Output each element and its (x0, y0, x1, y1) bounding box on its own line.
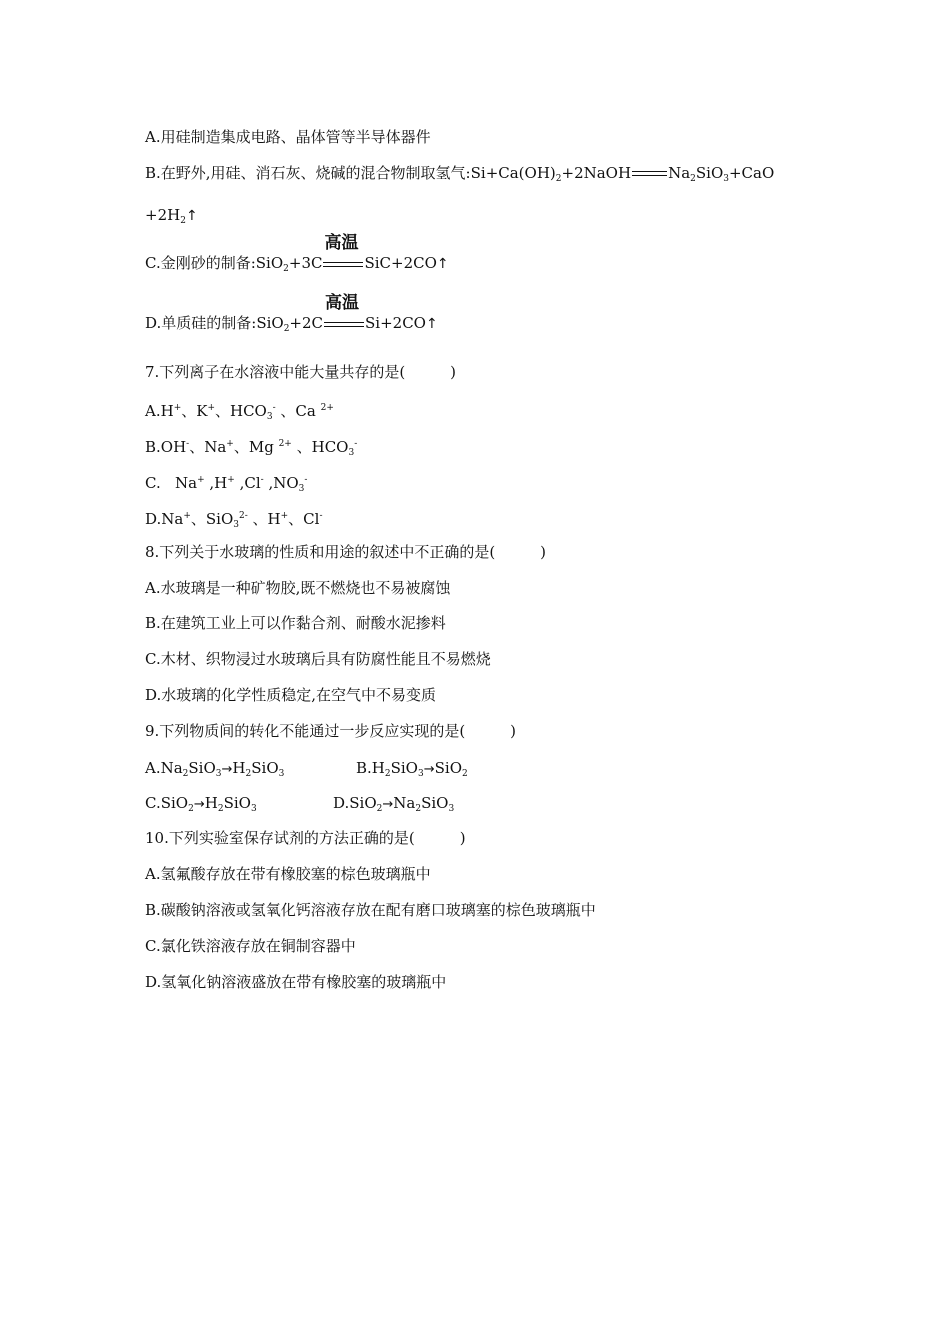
equals-sign (632, 167, 667, 181)
q9-option-c: $C.SiO_2\to H_2SiO_3$ (145, 794, 257, 814)
q10-option-a: A.氢氟酸存放在带有橡胶塞的棕色玻璃瓶中 (145, 865, 431, 883)
q8-option-d: D.水玻璃的化学性质稳定,在空气中不易变质 (145, 686, 437, 704)
reaction-condition: 高温 (323, 257, 363, 271)
q6-option-a: A.用硅制造集成电路、晶体管等半导体器件 (145, 128, 431, 146)
q8-option-c: C.木材、织物浸过水玻璃后具有防腐性能且不易燃烧 (145, 650, 491, 668)
arrow-icon: → (193, 797, 205, 812)
q7-option-c: C. Na+ ,H+ ,Cl- $,NO_3^-$ (145, 474, 308, 494)
q9-stem: 9.下列物质间的转化不能通过一步反应实现的是( ) (145, 722, 517, 740)
arrow-icon: → (382, 797, 394, 812)
q7-stem: 7.下列离子在水溶液中能大量共存的是( ) (145, 363, 457, 381)
q10-option-d: D.氢氧化钠溶液盛放在带有橡胶塞的玻璃瓶中 (145, 973, 447, 991)
reaction-condition: 高温 (324, 317, 364, 331)
q7-option-d: D.Na+、SiO$_3^{2-}$ 、H+、Cl- (145, 510, 323, 530)
q9-option-a: $A.Na_2SiO_3\to H_2SiO_3$ (145, 759, 285, 779)
q6-option-c: C.金刚砂的制备:SiO$_2$+3C 高温 SiC+2CO↑ (145, 233, 449, 274)
arrow-icon: → (423, 762, 435, 777)
q9-option-b: $B.H_2SiO_3\to SiO_2$ (356, 759, 468, 779)
q10-stem: 10.下列实验室保存试剂的方法正确的是( ) (145, 829, 466, 847)
gas-arrow-icon: ↑ (425, 316, 438, 332)
q6-option-d: D.单质硅的制备:SiO$_2$+2C 高温 Si+2CO↑ (145, 293, 438, 334)
q8-option-a: A.水玻璃是一种矿物胶,既不燃烧也不易被腐蚀 (145, 579, 451, 597)
q10-option-b: B.碳酸钠溶液或氢氧化钙溶液存放在配有磨口玻璃塞的棕色玻璃瓶中 (145, 901, 596, 919)
gas-arrow-icon: ↑ (185, 208, 198, 224)
q6-option-b: B.在野外,用硅、消石灰、烧碱的混合物制取氢气$:Si+Ca(OH)_2+2NaOH$ $Na_2SiO_3+CaO$ (145, 164, 775, 184)
arrow-icon: → (221, 762, 233, 777)
q7-option-b: B.OH-、Na+、Mg $^{2+}$ 、$HCO_3^-$ (145, 438, 358, 458)
gas-arrow-icon: ↑ (436, 256, 449, 272)
q9-option-d: $D.SiO_2\to Na_2SiO_3$ (333, 794, 455, 814)
q10-option-c: C.氯化铁溶液存放在铜制容器中 (145, 937, 356, 955)
q8-stem: 8.下列关于水玻璃的性质和用途的叙述中不正确的是( ) (145, 543, 547, 561)
q6-option-b-continued: $+2H_2↑$ (145, 206, 198, 226)
q8-option-b: B.在建筑工业上可以作黏合剂、耐酸水泥掺料 (145, 614, 446, 632)
q7-option-a: A.H+、K+、$HCO_3^-$ 、Ca $^{2+}$ (145, 402, 334, 422)
